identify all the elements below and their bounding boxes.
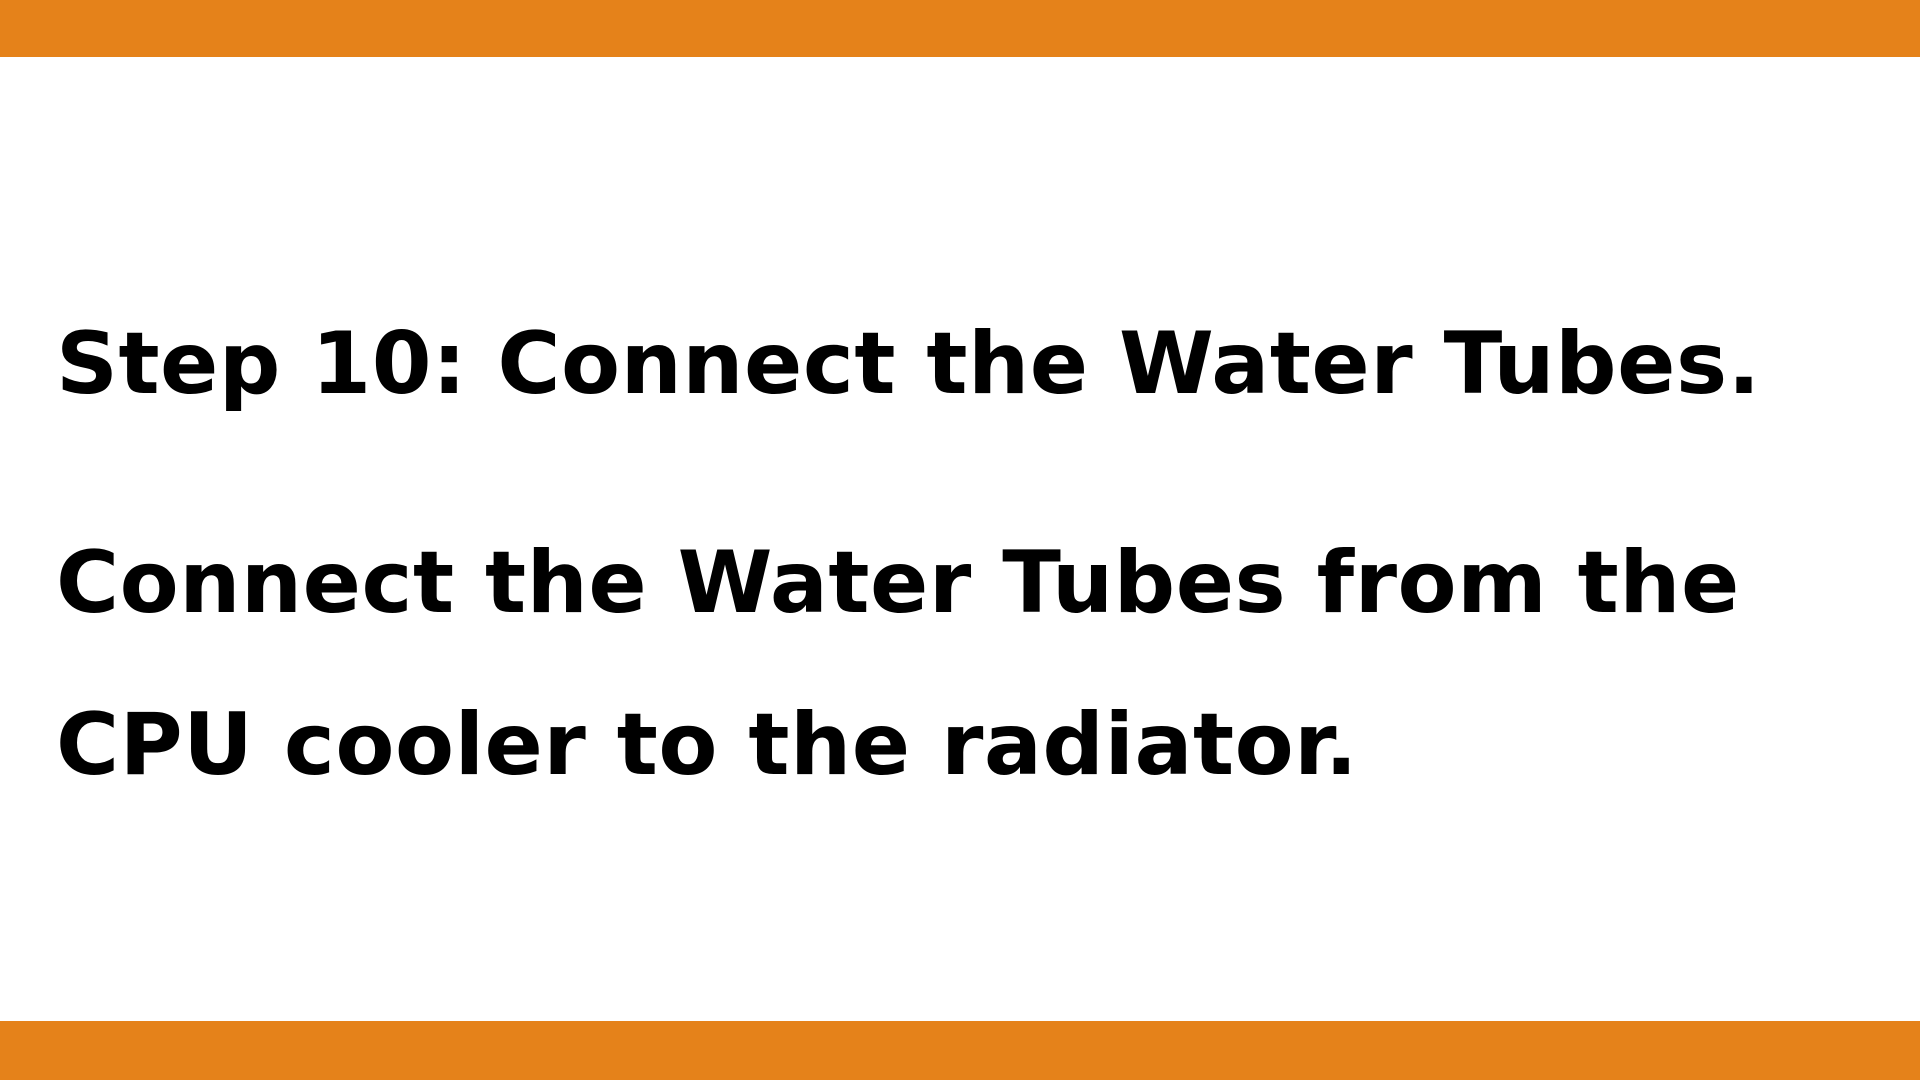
bottom-accent-bar <box>0 1021 1920 1080</box>
top-accent-bar <box>0 0 1920 57</box>
slide-content <box>56 300 1876 826</box>
step-title: Step 10: Connect the Water Tubes. <box>56 314 1761 414</box>
description-line-2: CPU cooler to the radiator. <box>56 695 1358 795</box>
description-line-1: Connect the Water Tubes from the <box>56 533 1740 633</box>
step-description <box>56 502 1876 826</box>
